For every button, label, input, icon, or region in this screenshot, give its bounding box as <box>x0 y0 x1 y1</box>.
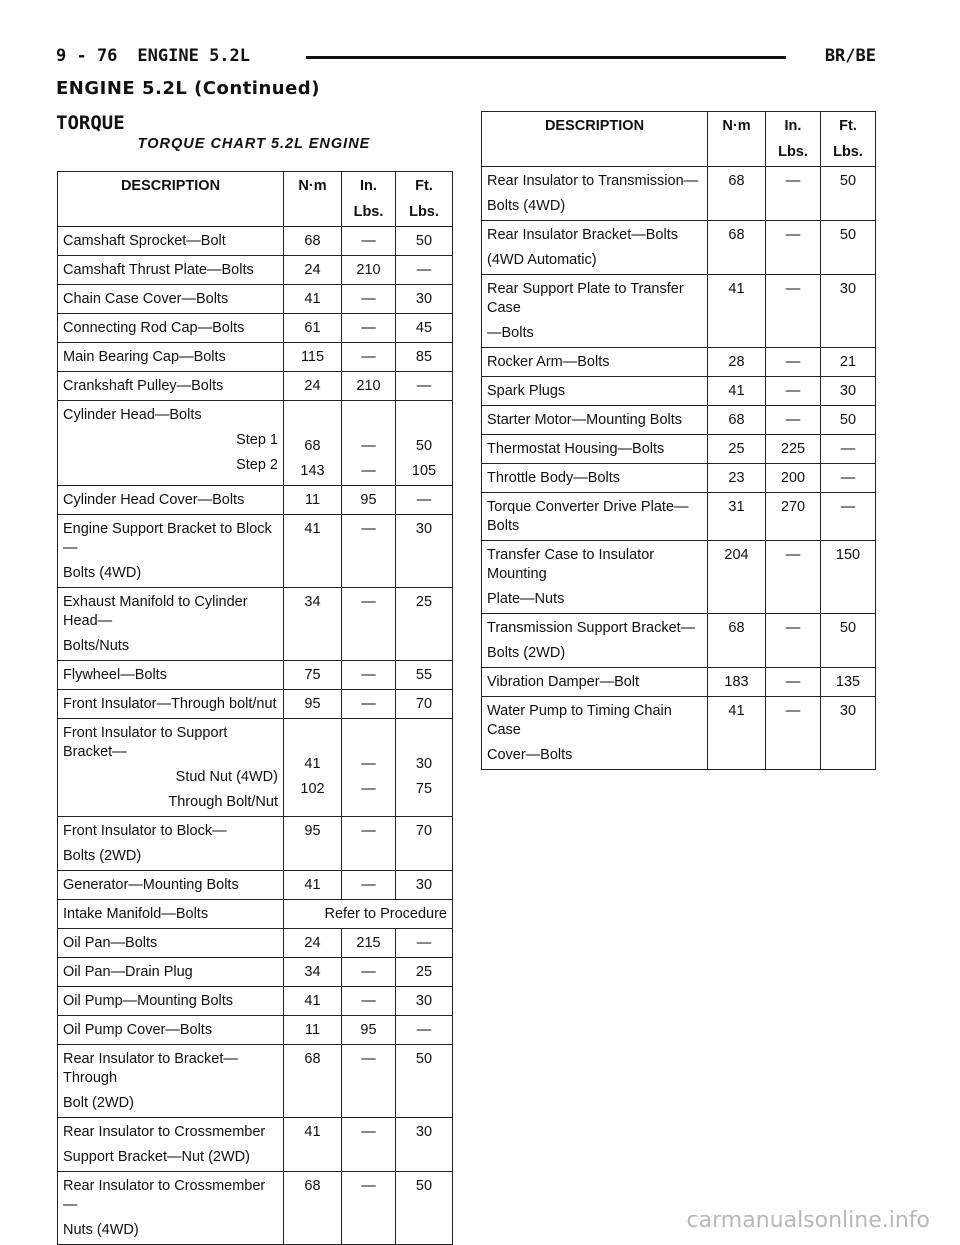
description-cell <box>58 987 284 1016</box>
table-row <box>58 817 453 871</box>
ft-lbs-cell: 25 <box>396 958 453 987</box>
description-cell <box>482 464 708 493</box>
in-lbs-cell: — <box>342 588 396 661</box>
table-row <box>58 588 453 661</box>
nm-cell: 68 <box>708 406 766 435</box>
description-text: Rear Insulator to Crossmember <box>63 1124 266 1140</box>
nm-cell: 115 <box>284 343 342 372</box>
ft-lbs-cell: 55 <box>396 661 453 690</box>
nm-value: 41 <box>304 756 321 772</box>
description-text: Oil Pump—Mounting Bolts <box>63 993 234 1009</box>
page-header <box>56 44 876 74</box>
nm-cell: 24 <box>284 256 342 285</box>
description-text: Throttle Body—Bolts <box>487 470 620 486</box>
ft-lbs-cell: 30 <box>396 987 453 1016</box>
ft-lbs-value: 50 <box>415 438 433 454</box>
nm-cell: 68 <box>708 167 766 221</box>
ft-lbs-cell: 50 <box>821 221 876 275</box>
ft-lbs-cell: 30 <box>396 285 453 314</box>
description-text: Camshaft Sprocket—Bolt <box>63 233 226 249</box>
description-text: Water Pump to Timing Chain Case <box>487 703 672 738</box>
ft-lbs-cell: — <box>821 464 876 493</box>
in-lbs-cell: — <box>766 614 821 668</box>
description-extra: (4WD Automatic) <box>487 252 597 268</box>
in-lbs-cell: 200 <box>766 464 821 493</box>
table-row <box>58 1172 453 1245</box>
description-text: Thermostat Housing—Bolts <box>487 441 665 457</box>
chart-title: TORQUE CHART 5.2L ENGINE <box>137 136 371 152</box>
description-cell <box>58 719 284 817</box>
header-left <box>56 46 260 66</box>
description-text: Front Insulator to Block— <box>63 823 227 839</box>
header-in-lbs: In. Lbs. <box>766 112 821 167</box>
continued-heading: ENGINE 5.2L (Continued) <box>56 78 320 99</box>
description-text: Cylinder Head—Bolts <box>63 407 202 423</box>
description-text: Front Insulator—Through bolt/nut <box>63 696 277 712</box>
description-text: Oil Pump Cover—Bolts <box>63 1022 213 1038</box>
nm-cell: 41 <box>708 697 766 770</box>
nm-cell: 31 <box>708 493 766 541</box>
ft-lbs-cell: 50 <box>396 1172 453 1245</box>
nm-cell: 41 <box>284 1118 342 1172</box>
table-row <box>58 256 453 285</box>
table-row <box>58 1045 453 1118</box>
table-row <box>482 275 876 348</box>
description-text: Starter Motor—Mounting Bolts <box>487 412 683 428</box>
nm-value: 143 <box>300 463 325 479</box>
nm-cell: 204 <box>708 541 766 614</box>
description-text: Main Bearing Cap—Bolts <box>63 349 226 365</box>
table-row <box>58 690 453 719</box>
description-cell <box>58 1045 284 1118</box>
ft-lbs-value: 30 <box>415 756 433 772</box>
ft-lbs-cell: — <box>821 435 876 464</box>
in-lbs-cell: — <box>766 668 821 697</box>
ft-lbs-cell: — <box>396 372 453 401</box>
watermark: carmanualsonline.info <box>686 1208 930 1233</box>
description-extra: Bolts (2WD) <box>63 848 142 864</box>
table-row <box>58 372 453 401</box>
in-lbs-cell: 225 <box>766 435 821 464</box>
nm-cell: 34 <box>284 958 342 987</box>
table-row <box>482 493 876 541</box>
step-label: Stud Nut (4WD) <box>175 769 278 785</box>
nm-cell: 41 <box>284 871 342 900</box>
spacer <box>401 730 447 749</box>
nm-cell <box>284 719 342 817</box>
description-text: Engine Support Bracket to Block— <box>63 521 272 556</box>
ft-lbs-cell: 25 <box>396 588 453 661</box>
description-cell <box>482 614 708 668</box>
description-extra: Bolt (2WD) <box>63 1095 134 1111</box>
in-lbs-cell: 215 <box>342 929 396 958</box>
description-text: Rear Insulator to Crossmember— <box>63 1178 266 1213</box>
table-row <box>58 987 453 1016</box>
description-cell <box>482 697 708 770</box>
header-ft-lbs: Ft. Lbs. <box>396 172 453 227</box>
nm-value: 68 <box>304 438 321 454</box>
description-extra: Nuts (4WD) <box>63 1222 139 1238</box>
header-section-name: ENGINE 5.2L <box>137 46 251 66</box>
table-row <box>58 929 453 958</box>
ft-lbs-cell <box>396 719 453 817</box>
in-lbs-cell: — <box>766 541 821 614</box>
in-lbs-cell: — <box>766 275 821 348</box>
table-row <box>58 314 453 343</box>
table-row <box>482 614 876 668</box>
in-lbs-cell: — <box>342 690 396 719</box>
description-cell <box>482 275 708 348</box>
description-cell <box>58 958 284 987</box>
description-cell <box>58 227 284 256</box>
header-in-lbs: In. Lbs. <box>342 172 396 227</box>
table-row <box>58 285 453 314</box>
nm-value: 102 <box>300 781 325 797</box>
description-extra: —Bolts <box>487 325 534 341</box>
ft-lbs-cell: 150 <box>821 541 876 614</box>
description-text: Generator—Mounting Bolts <box>63 877 239 893</box>
description-text: Camshaft Thrust Plate—Bolts <box>63 262 254 278</box>
refer-cell: Refer to Procedure <box>284 900 453 929</box>
description-text: Flywheel—Bolts <box>63 667 167 683</box>
nm-cell: 68 <box>708 614 766 668</box>
section-heading: TORQUE <box>56 112 125 134</box>
table-row <box>482 377 876 406</box>
in-lbs-cell: — <box>342 1118 396 1172</box>
table-row <box>482 406 876 435</box>
in-lbs-cell: — <box>342 871 396 900</box>
ft-lbs-cell: 21 <box>821 348 876 377</box>
header-rule <box>306 56 786 59</box>
nm-cell: 95 <box>284 690 342 719</box>
nm-cell: 23 <box>708 464 766 493</box>
nm-cell: 41 <box>284 285 342 314</box>
nm-cell: 34 <box>284 588 342 661</box>
table-row <box>482 541 876 614</box>
table-row <box>58 900 453 929</box>
in-lbs-cell: — <box>342 227 396 256</box>
table-row <box>482 221 876 275</box>
description-cell <box>482 348 708 377</box>
table-row <box>58 871 453 900</box>
nm-cell: 41 <box>284 515 342 588</box>
in-lbs-cell: — <box>766 167 821 221</box>
description-cell <box>58 588 284 661</box>
in-lbs-value: — <box>361 781 376 797</box>
description-cell <box>58 372 284 401</box>
description-cell <box>482 435 708 464</box>
ft-lbs-cell: 50 <box>821 406 876 435</box>
nm-cell: 11 <box>284 486 342 515</box>
table-row <box>58 227 453 256</box>
table-row <box>482 697 876 770</box>
nm-cell: 68 <box>708 221 766 275</box>
table-row <box>482 348 876 377</box>
description-text: Exhaust Manifold to Cylinder Head— <box>63 594 248 629</box>
description-cell <box>58 817 284 871</box>
ft-lbs-cell: — <box>821 493 876 541</box>
description-cell <box>482 668 708 697</box>
description-text: Front Insulator to Support Bracket— <box>63 725 228 760</box>
in-lbs-cell: — <box>342 515 396 588</box>
in-lbs-cell: — <box>766 348 821 377</box>
description-text: Rear Support Plate to Transfer Case <box>487 281 684 316</box>
description-text: Torque Converter Drive Plate—Bolts <box>487 499 689 534</box>
in-lbs-cell: — <box>342 1045 396 1118</box>
table-row <box>482 435 876 464</box>
description-cell <box>58 1172 284 1245</box>
description-extra: Bolts (2WD) <box>487 645 566 661</box>
torque-table-right <box>481 111 876 770</box>
in-lbs-cell <box>342 401 396 486</box>
description-cell <box>58 285 284 314</box>
nm-cell: 41 <box>708 377 766 406</box>
in-lbs-cell: — <box>342 343 396 372</box>
in-lbs-cell: — <box>342 661 396 690</box>
nm-cell: 24 <box>284 372 342 401</box>
description-cell <box>58 929 284 958</box>
ft-lbs-cell: 30 <box>396 1118 453 1172</box>
description-cell <box>482 377 708 406</box>
description-extra: Bolts (4WD) <box>63 565 142 581</box>
ft-lbs-cell: 85 <box>396 343 453 372</box>
ft-lbs-cell: — <box>396 1016 453 1045</box>
in-lbs-cell: — <box>342 817 396 871</box>
description-text: Oil Pan—Bolts <box>63 935 158 951</box>
nm-cell: 61 <box>284 314 342 343</box>
ft-lbs-cell: 45 <box>396 314 453 343</box>
ft-lbs-cell: 70 <box>396 817 453 871</box>
header-nm: N·m <box>284 172 342 227</box>
ft-lbs-cell: 70 <box>396 690 453 719</box>
in-lbs-cell: 95 <box>342 486 396 515</box>
description-extra: Support Bracket—Nut (2WD) <box>63 1149 250 1165</box>
ft-lbs-cell: 30 <box>396 515 453 588</box>
in-lbs-cell: — <box>766 377 821 406</box>
description-text: Oil Pan—Drain Plug <box>63 964 193 980</box>
ft-lbs-cell: 50 <box>821 614 876 668</box>
ft-lbs-cell: 30 <box>396 871 453 900</box>
step-label: Step 2 <box>236 457 278 473</box>
description-cell <box>58 1118 284 1172</box>
step-label: Step 1 <box>236 432 278 448</box>
table-row <box>58 1118 453 1172</box>
description-cell <box>58 871 284 900</box>
description-text: Rear Insulator Bracket—Bolts <box>487 227 678 243</box>
description-text: Chain Case Cover—Bolts <box>63 291 229 307</box>
description-cell <box>482 493 708 541</box>
description-extra: Bolts/Nuts <box>63 638 130 654</box>
nm-cell: 24 <box>284 929 342 958</box>
description-cell <box>58 486 284 515</box>
description-text: Crankshaft Pulley—Bolts <box>63 378 224 394</box>
header-description: DESCRIPTION <box>58 172 284 227</box>
spacer <box>401 412 447 431</box>
description-text: Rear Insulator to Bracket— Through <box>63 1051 238 1086</box>
spacer <box>289 412 336 431</box>
table-row <box>58 486 453 515</box>
description-text: Connecting Rod Cap—Bolts <box>63 320 245 336</box>
nm-cell: 95 <box>284 817 342 871</box>
nm-cell: 41 <box>284 987 342 1016</box>
table-row <box>58 401 453 486</box>
description-cell <box>58 401 284 486</box>
in-lbs-cell: 270 <box>766 493 821 541</box>
header-nm: N·m <box>708 112 766 167</box>
description-text: Rear Insulator to Transmission— <box>487 173 699 189</box>
description-text: Vibration Damper—Bolt <box>487 674 640 690</box>
in-lbs-cell: — <box>766 221 821 275</box>
ft-lbs-cell: 50 <box>821 167 876 221</box>
description-cell <box>482 541 708 614</box>
ft-lbs-cell <box>396 401 453 486</box>
in-lbs-value: — <box>361 438 376 454</box>
nm-cell: 41 <box>708 275 766 348</box>
table-row <box>482 167 876 221</box>
spacer <box>347 730 390 749</box>
table-row <box>58 343 453 372</box>
ft-lbs-value: 75 <box>415 781 433 797</box>
ft-lbs-cell: 50 <box>396 227 453 256</box>
description-cell <box>58 314 284 343</box>
description-cell <box>482 221 708 275</box>
ft-lbs-cell: 50 <box>396 1045 453 1118</box>
spacer <box>347 412 390 431</box>
in-lbs-value: — <box>361 756 376 772</box>
table-row <box>58 958 453 987</box>
description-cell <box>58 661 284 690</box>
ft-lbs-cell: 30 <box>821 377 876 406</box>
in-lbs-cell: 95 <box>342 1016 396 1045</box>
torque-table-left <box>57 171 453 1245</box>
description-text: Transfer Case to Insulator Mounting <box>487 547 655 582</box>
description-cell <box>58 343 284 372</box>
in-lbs-cell: — <box>766 697 821 770</box>
header-model: BR/BE <box>815 46 876 66</box>
in-lbs-cell: — <box>342 1172 396 1245</box>
ft-lbs-cell: — <box>396 256 453 285</box>
spacer <box>289 730 336 749</box>
description-cell <box>482 167 708 221</box>
description-cell <box>58 1016 284 1045</box>
description-extra: Cover—Bolts <box>487 747 573 763</box>
description-text: Rocker Arm—Bolts <box>487 354 610 370</box>
nm-cell: 28 <box>708 348 766 377</box>
ft-lbs-cell: 135 <box>821 668 876 697</box>
description-cell <box>482 406 708 435</box>
torque-table-left-body <box>58 227 453 1245</box>
description-text: Transmission Support Bracket— <box>487 620 696 636</box>
table-header-row <box>58 172 453 227</box>
nm-cell: 68 <box>284 227 342 256</box>
description-text: Spark Plugs <box>487 383 566 399</box>
ft-lbs-cell: — <box>396 486 453 515</box>
table-row <box>58 719 453 817</box>
torque-table-right-body <box>482 167 876 770</box>
table-row <box>482 464 876 493</box>
ft-lbs-value: 105 <box>411 463 437 479</box>
in-lbs-cell: 210 <box>342 256 396 285</box>
ft-lbs-cell: — <box>396 929 453 958</box>
description-extra: Bolts (4WD) <box>487 198 566 214</box>
description-cell <box>58 900 284 929</box>
step-label: Through Bolt/Nut <box>168 794 278 810</box>
in-lbs-cell: — <box>342 987 396 1016</box>
header-ft-lbs: Ft. Lbs. <box>821 112 876 167</box>
nm-cell: 75 <box>284 661 342 690</box>
in-lbs-cell <box>342 719 396 817</box>
description-text: Cylinder Head Cover—Bolts <box>63 492 245 508</box>
description-cell <box>58 515 284 588</box>
nm-cell: 68 <box>284 1045 342 1118</box>
table-row <box>482 668 876 697</box>
in-lbs-cell: — <box>342 958 396 987</box>
in-lbs-value: — <box>361 463 376 479</box>
table-row <box>58 515 453 588</box>
in-lbs-cell: — <box>342 285 396 314</box>
description-text: Intake Manifold—Bolts <box>63 906 209 922</box>
in-lbs-cell: — <box>766 406 821 435</box>
page-number: 9 - 76 <box>56 46 118 66</box>
description-extra: Plate—Nuts <box>487 591 565 607</box>
description-cell <box>58 256 284 285</box>
ft-lbs-cell: 30 <box>821 697 876 770</box>
nm-cell: 11 <box>284 1016 342 1045</box>
nm-cell: 25 <box>708 435 766 464</box>
nm-cell: 68 <box>284 1172 342 1245</box>
ft-lbs-cell: 30 <box>821 275 876 348</box>
nm-cell: 183 <box>708 668 766 697</box>
table-row <box>58 661 453 690</box>
table-header-row <box>482 112 876 167</box>
header-description: DESCRIPTION <box>482 112 708 167</box>
in-lbs-cell: 210 <box>342 372 396 401</box>
description-cell <box>58 690 284 719</box>
nm-cell <box>284 401 342 486</box>
in-lbs-cell: — <box>342 314 396 343</box>
table-row <box>58 1016 453 1045</box>
